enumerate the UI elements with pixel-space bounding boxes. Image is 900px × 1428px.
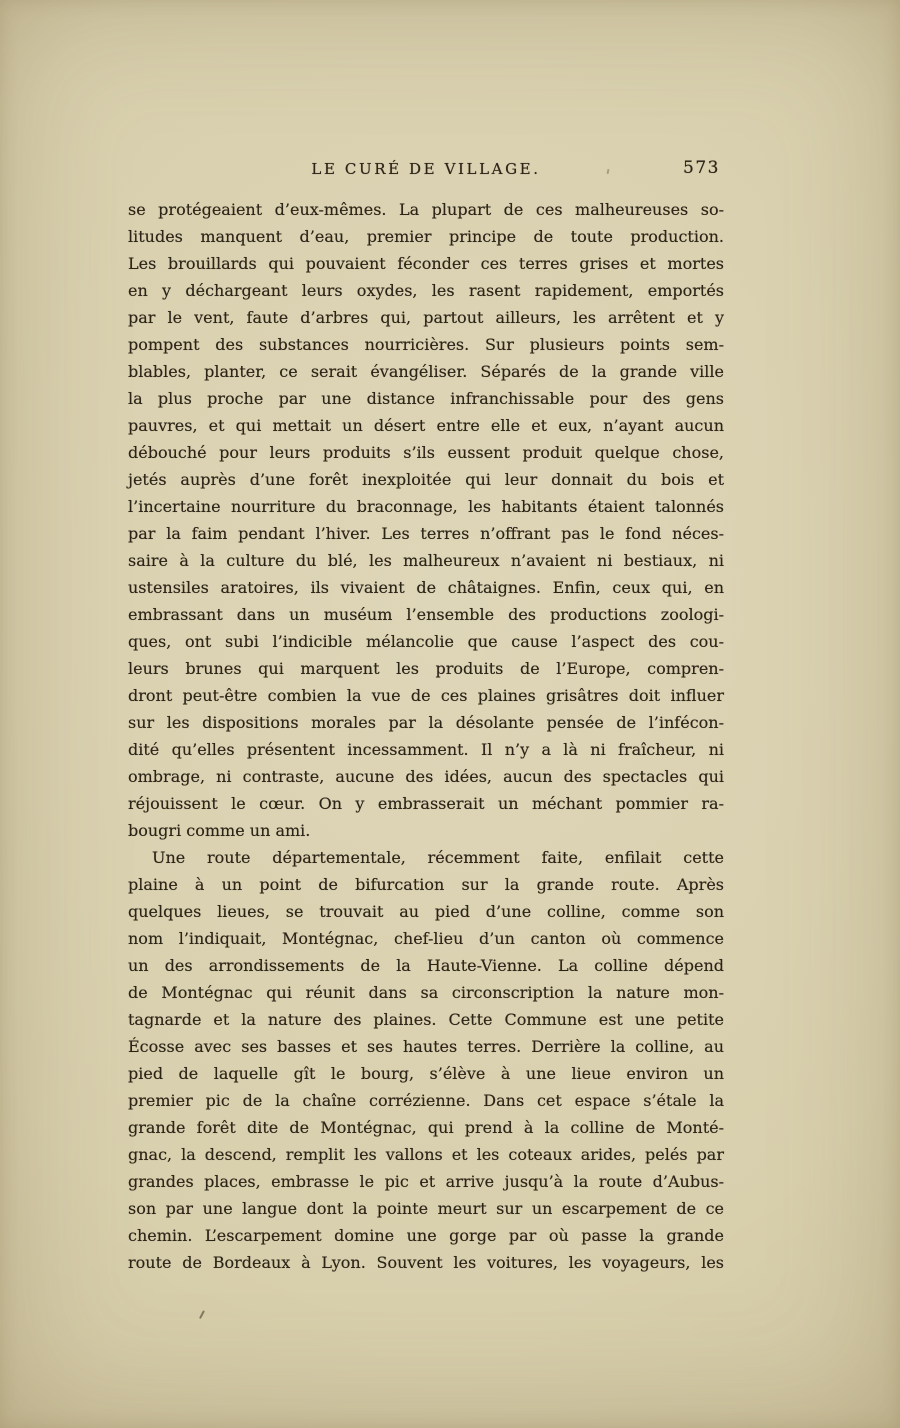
text-line: ustensiles aratoires, ils vivaient de châtaignes. Enfin, ceux qui, en: [128, 578, 724, 597]
text-line: pied de laquelle gît le bourg, s’élève à une lieue environ un: [128, 1064, 724, 1083]
text-line: l’incertaine nourriture du braconnage, les habitants étaient talonnés: [128, 497, 724, 516]
text-line: litudes manquent d’eau, premier principe de toute production.: [128, 227, 724, 246]
text-line: grandes places, embrasse le pic et arrive jusqu’à la route d’Aubus-: [128, 1172, 724, 1191]
book-page: [128, 156, 724, 1276]
text-line: de Montégnac qui réunit dans sa circonscription la nature mon-: [128, 983, 724, 1002]
text-line: quelques lieues, se trouvait au pied d’une colline, comme son: [128, 902, 724, 921]
text-line: leurs brunes qui marquent les produits de l’Europe, compren-: [128, 659, 724, 678]
text-line: plaine à un point de bifurcation sur la grande route. Après: [128, 875, 724, 894]
text-line: un des arrondissements de la Haute-Vienne. La colline dépend: [128, 956, 724, 975]
text-line: grande forêt dite de Montégnac, qui prend à la colline de Monté-: [128, 1118, 724, 1137]
text-line: réjouissent le cœur. On y embrasserait un méchant pommier ra-: [128, 794, 724, 813]
text-line: dité qu’elles présentent incessamment. Il n’y a là ni fraîcheur, ni: [128, 740, 724, 759]
text-line: la plus proche par une distance infranchissable pour des gens: [128, 389, 724, 408]
page-number: 573: [683, 158, 720, 178]
text-line: par le vent, faute d’arbres qui, partout ailleurs, les arrêtent et y: [128, 308, 724, 327]
text-line: débouché pour leurs produits s’ils eussent produit quelque chose,: [128, 443, 724, 462]
text-line: son par une langue dont la pointe meurt sur un escarpement de ce: [128, 1199, 724, 1218]
text-line: par la faim pendant l’hiver. Les terres n’offrant pas le fond néces-: [128, 524, 724, 543]
text-line: saire à la culture du blé, les malheureux n’avaient ni bestiaux, ni: [128, 551, 724, 570]
text-line: jetés auprès d’une forêt inexploitée qui leur donnait du bois et: [128, 470, 724, 489]
text-line: Les brouillards qui pouvaient féconder ces terres grises et mortes: [128, 254, 724, 273]
text-line: embrassant dans un muséum l’ensemble des productions zoologi-: [128, 605, 724, 624]
text-line: Écosse avec ses basses et ses hautes terres. Derrière la colline, au: [128, 1037, 724, 1056]
text-line: blables, planter, ce serait évangéliser. Séparés de la grande ville: [128, 362, 724, 381]
text-line: chemin. L’escarpement domine une gorge par où passe la grande: [128, 1226, 724, 1245]
text-line: dront peut-être combien la vue de ces plaines grisâtres doit influer: [128, 686, 724, 705]
text-line: pompent des substances nourricières. Sur plusieurs points sem-: [128, 335, 724, 354]
paragraph: [128, 844, 724, 1276]
text-line: nom l’indiquait, Montégnac, chef-lieu d’un canton où commence: [128, 929, 724, 948]
text-line: tagnarde et la nature des plaines. Cette Commune est une petite: [128, 1010, 724, 1029]
text-line: se protégeaient d’eux-mêmes. La plupart de ces malheureuses so-: [128, 200, 724, 219]
text-line: gnac, la descend, remplit les vallons et les coteaux arides, pelés par: [128, 1145, 724, 1164]
text-line: en y déchargeant leurs oxydes, les rasent rapidement, emportés: [128, 281, 724, 300]
text-line: sur les dispositions morales par la désolante pensée de l’infécon-: [128, 713, 724, 732]
page-body: [128, 196, 724, 1276]
text-line: bougri comme un ami.: [128, 821, 311, 840]
paragraph: [128, 196, 724, 844]
text-line: Une route départementale, récemment faite, enfilait cette: [152, 848, 724, 867]
text-line: premier pic de la chaîne corrézienne. Dans cet espace s’étale la: [128, 1091, 724, 1110]
text-line: pauvres, et qui mettait un désert entre elle et eux, n’ayant aucun: [128, 416, 724, 435]
page-header: [128, 156, 724, 196]
running-title: LE CURÉ DE VILLAGE.: [311, 160, 541, 178]
text-line: route de Bordeaux à Lyon. Souvent les voitures, les voyageurs, les: [128, 1253, 724, 1272]
text-line: ombrage, ni contraste, aucune des idées, aucun des spectacles qui: [128, 767, 724, 786]
text-line: ques, ont subi l’indicible mélancolie que cause l’aspect des cou-: [128, 632, 724, 651]
